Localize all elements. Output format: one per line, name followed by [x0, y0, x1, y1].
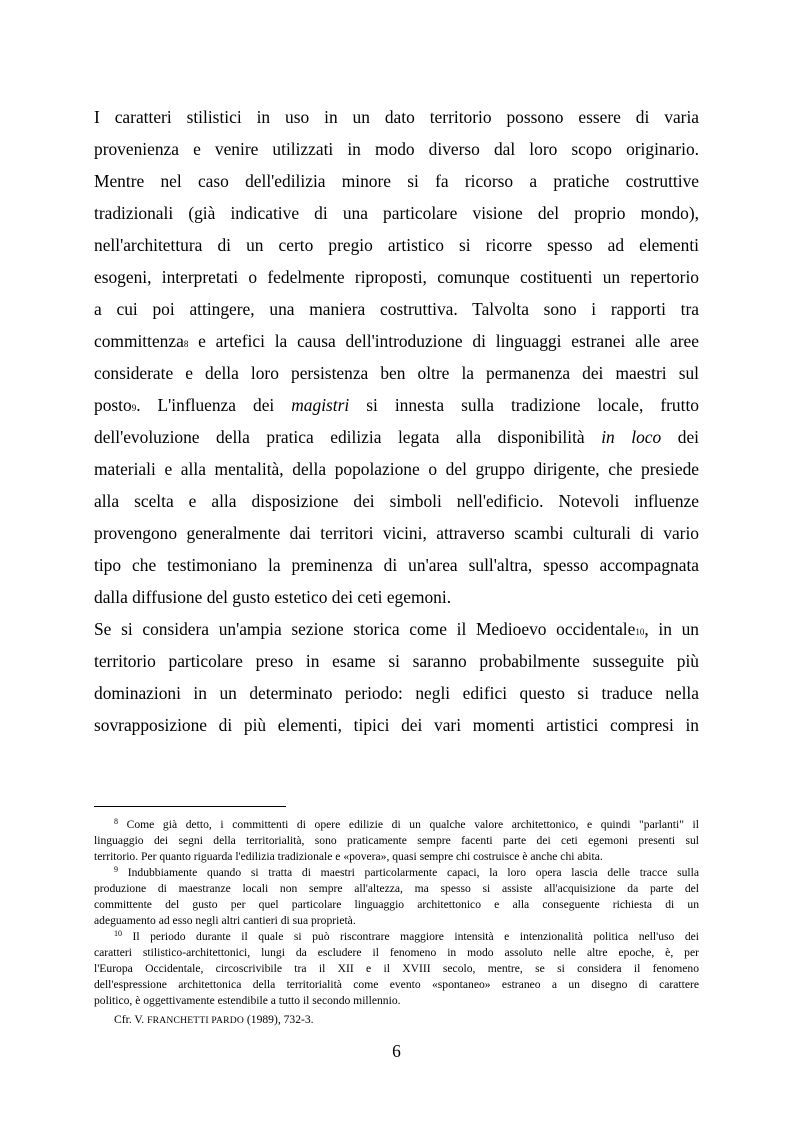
body-line	[94, 427, 699, 447]
body-line: nell'architettura di un certo pregio artistico si ricorre spesso ad elementi	[94, 235, 699, 255]
body-line: provenienza e venire utilizzati in modo diverso dal loro scopo originario.	[94, 139, 699, 159]
body-text-segment: dell'evoluzione della pratica edilizia legata alla disponibilità	[94, 427, 602, 447]
body-line	[94, 619, 699, 642]
citation-prefix: Cfr. V.	[114, 1013, 148, 1026]
footnote-text: Il periodo durante il quale si può riscontrare maggiore intensità e intenzionalità politica nell'uso dei	[122, 930, 699, 943]
body-text-segment: . L'influenza dei	[136, 395, 292, 415]
footnote-text: Come già detto, i committenti di opere edilizie di un qualche valore architettonico, e quindi "parlanti" il	[118, 818, 699, 831]
italic-term: in loco	[601, 427, 662, 447]
footnote-9-line: produzione di maestranze locali non sempre all'altezza, ma spesso si assiste all'acquisizione da parte del	[94, 882, 699, 895]
body-line: tradizionali (già indicative di una particolare visione del proprio mondo),	[94, 203, 699, 223]
footnote-10-line	[94, 930, 699, 944]
footnote-number: 10	[114, 929, 122, 938]
footnote-10-line: caratteri stilistico-architettonici, lungi da escludere il fenomeno in modo assoluto nelle altre epoche, è, per	[94, 946, 699, 959]
body-text-segment: committenza	[94, 331, 184, 351]
footnote-10-line: l'Europa Occidentale, circoscrivibile tra il XII e il XVIII secolo, mentre, se si considera il fenomeno	[94, 962, 699, 975]
citation-author: FRANCHETTI PARDO	[147, 1015, 245, 1026]
footnote-8-line	[94, 818, 699, 832]
body-line: Mentre nel caso dell'edilizia minore si fa ricorso a pratiche costruttive	[94, 171, 699, 191]
body-line: sovrapposizione di più elementi, tipici dei vari momenti artistici compresi in	[94, 715, 699, 735]
body-line: territorio particolare preso in esame si saranno probabilmente susseguite più	[94, 651, 699, 671]
body-line	[94, 395, 699, 418]
body-line: alla scelta e alla disposizione dei simboli nell'edificio. Notevoli influenze	[94, 491, 699, 511]
body-text-segment: , in un	[644, 619, 700, 639]
body-line: I caratteri stilistici in uso in un dato territorio possono essere di varia	[94, 107, 699, 127]
footnote-reference: 10	[635, 627, 645, 637]
body-line: dalla diffusione del gusto estetico dei ceti egemoni.	[94, 587, 452, 607]
footnote-number: 8	[114, 817, 118, 826]
body-line: dominazioni in un determinato periodo: negli edifici questo si traduce nella	[94, 683, 699, 703]
footnote-number: 9	[114, 865, 118, 874]
body-line: esogeni, interpretati o fedelmente riproposti, comunque costituenti un repertorio	[94, 267, 699, 287]
footnote-8-line: territorio. Per quanto riguarda l'edilizia tradizionale e «povera», quasi sempre chi costruisce è anche chi abita.	[94, 850, 603, 863]
citation-suffix: (1989), 732-3.	[244, 1013, 314, 1026]
body-text-segment: e artefici la causa dell'introduzione di linguaggi estranei alle aree	[188, 331, 699, 351]
body-line	[94, 331, 699, 354]
italic-term: magistri	[291, 395, 350, 415]
body-text-segment: dei	[661, 427, 699, 447]
body-line: a cui poi attingere, una maniera costruttiva. Talvolta sono i rapporti tra	[94, 299, 699, 319]
body-line: considerate e della loro persistenza ben oltre la permanenza dei maestri sul	[94, 363, 699, 383]
citation-line	[94, 1013, 699, 1028]
footnote-9-line	[94, 866, 699, 880]
footnote-separator	[94, 806, 286, 807]
footnote-reference: 9	[131, 403, 137, 413]
page-number: 6	[392, 1041, 401, 1061]
footnote-10-line: dell'espressione architettonica della territorialità come evento «spontaneo» estraneo a un disegno di carattere	[94, 978, 699, 991]
body-line: materiali e alla mentalità, della popolazione o del gruppo dirigente, che presiede	[94, 459, 699, 479]
body-line: provengono generalmente dai territori vicini, attraverso scambi culturali di vario	[94, 523, 699, 543]
footnote-10-line: politico, è oggettivamente estendibile a tutto il secondo millennio.	[94, 994, 401, 1007]
body-text-segment: posto	[94, 395, 132, 415]
footnote-8-line: linguaggio dei segni della territorialità, sono praticamente sempre facenti parte dei ceti egemoni presenti sul	[94, 834, 699, 847]
body-line: tipo che testimoniano la preminenza di un'area sull'altra, spesso accompagnata	[94, 555, 699, 575]
footnote-9-line: adeguamento ad esso negli altri cantieri di sua proprietà.	[94, 914, 356, 927]
body-text-segment: Se si considera un'ampia sezione storica come il Medioevo occidentale	[94, 619, 636, 639]
footnote-9-line: committente del gusto per quel particolare linguaggio architettonico e alla conseguente richiesta di un	[94, 898, 699, 911]
body-text-segment: si innesta sulla tradizione locale, frutto	[349, 395, 699, 415]
footnote-reference: 8	[183, 339, 189, 349]
footnote-text: Indubbiamente quando si tratta di maestri particolarmente capaci, la loro opera lascia delle tracce sulla	[118, 866, 699, 879]
